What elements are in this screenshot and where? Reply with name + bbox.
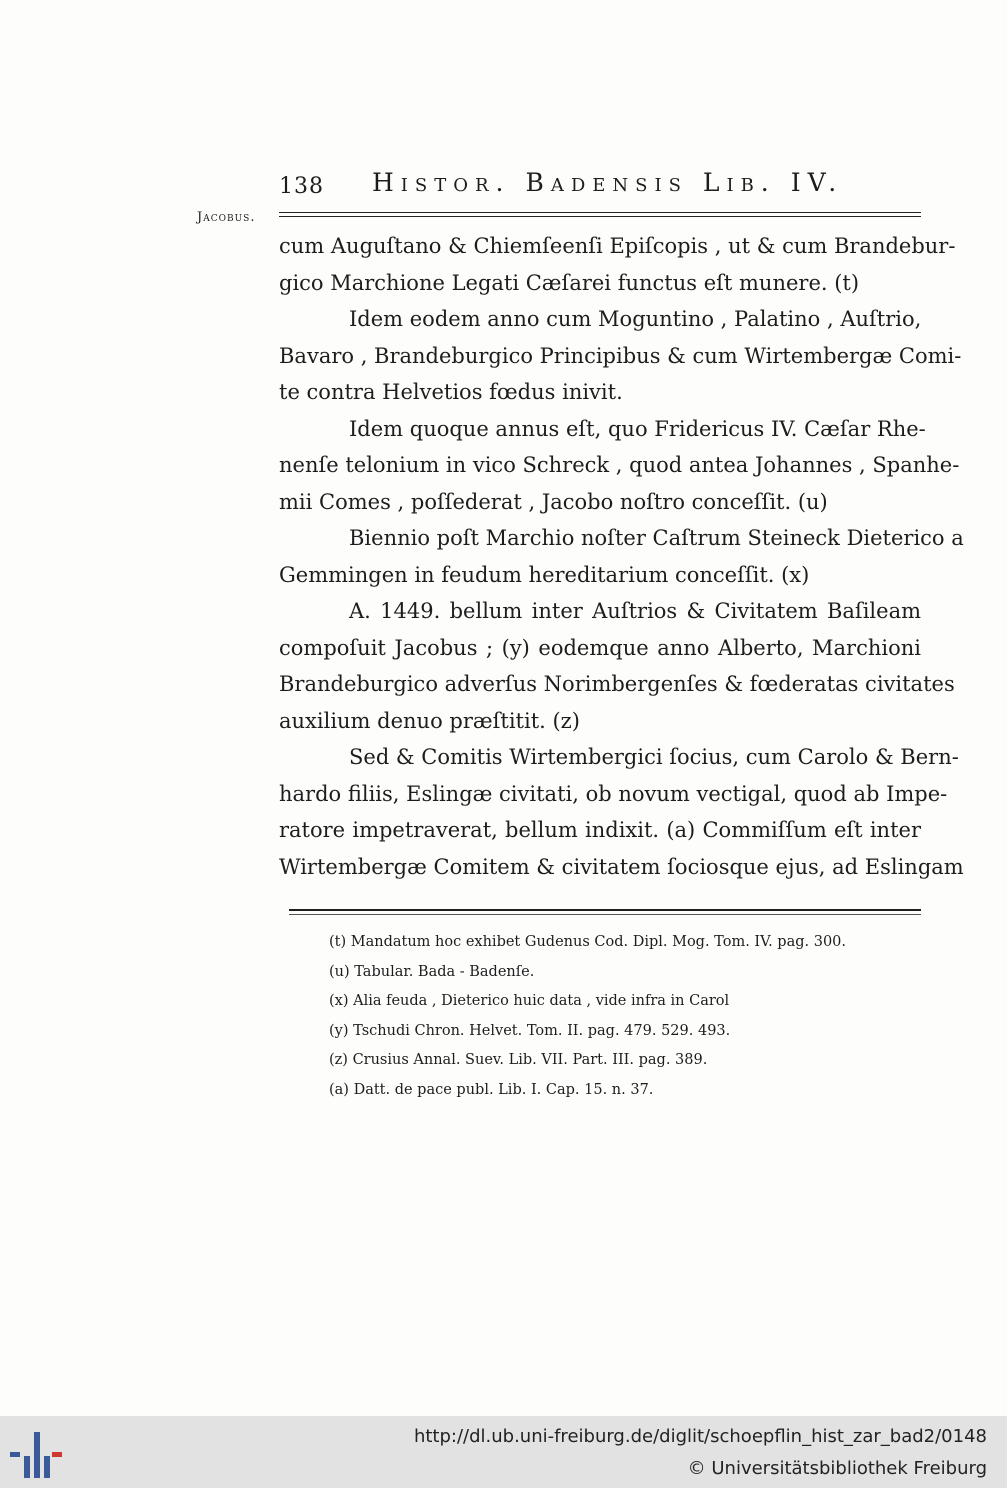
header-rule-bottom	[279, 216, 921, 217]
source-url-link[interactable]: http://dl.ub.uni-freiburg.de/diglit/schoepflin_hist_zar_bad2/0148	[413, 1426, 987, 1447]
text-line: A. 1449. bellum inter Auſtrios & Civitatem Baſileam	[349, 599, 921, 623]
body-text	[279, 228, 964, 885]
text-line: ratore impetraverat, bellum indixit. (a) Commiſſum eſt inter	[279, 818, 921, 842]
running-title: Histor. Badensis Lib. IV.	[372, 168, 844, 197]
ub-freiburg-logo-icon	[10, 1430, 64, 1480]
text-line: gico Marchione Legati Cæſarei functus eſt munere. (t)	[279, 270, 860, 295]
footnote: (u) Tabular. Bada - Badenſe.	[329, 963, 535, 980]
footnote: (y) Tschudi Chron. Helvet. Tom. II. pag. 479. 529. 493.	[329, 1022, 731, 1039]
text-line: Gemmingen in feudum hereditarium conceſſit. (x)	[279, 562, 810, 587]
text-line: compoſuit Jacobus ; (y) eodemque anno Alberto, Marchioni	[279, 635, 921, 660]
text-line: Idem eodem anno cum Moguntino , Palatino , Auſtrio,	[349, 307, 922, 331]
footer-bar	[0, 1416, 1007, 1488]
footnote-rule	[289, 909, 921, 911]
footnote: (a) Datt. de pace publ. Lib. I. Cap. 15. n. 37.	[329, 1081, 654, 1098]
text-line: Biennio poſt Marchio noſter Caſtrum Steineck Dieterico a	[349, 526, 964, 550]
text-line: mii Comes , poſſederat , Jacobo noſtro conceſſit. (u)	[279, 489, 828, 514]
text-line: auxilium denuo præſtitit. (z)	[279, 708, 580, 733]
text-line: Sed & Comitis Wirtembergici ſocius, cum Carolo & Bern-	[349, 745, 959, 769]
text-line: cum Auguſtano & Chiemſeenſi Epiſcopis , ut & cum Brandebur-	[279, 234, 956, 258]
footnote: (x) Alia feuda , Dieterico huic data , vide infra in Carol	[329, 993, 730, 1010]
text-line: Brandeburgico adverſus Norimbergenſes & fœderatas civitates	[279, 672, 955, 696]
text-line: hardo filiis, Eslingæ civitati, ob novum vectigal, quod ab Impe-	[279, 781, 948, 806]
text-line: te contra Helvetios fœdus inivit.	[279, 380, 623, 404]
copyright-text: © Universitätsbibliothek Freiburg	[687, 1458, 987, 1479]
margin-note: Jacobus.	[197, 210, 256, 225]
text-line: nenſe telonium in vico Schreck , quod antea Johannes , Spanhe-	[279, 453, 960, 477]
header-rule-top	[279, 212, 921, 213]
page-number: 138	[279, 174, 324, 199]
page-header	[277, 168, 922, 202]
footnote: (z) Crusius Annal. Suev. Lib. VII. Part. III. pag. 389.	[329, 1052, 708, 1069]
text-line: Idem quoque annus eſt, quo Fridericus IV. Cæſar Rhe-	[349, 416, 926, 441]
footnotes	[329, 928, 929, 1106]
text-line: Wirtembergæ Comitem & civitatem ſociosque ejus, ad Eslingam	[279, 854, 964, 879]
text-line: Bavaro , Brandeburgico Principibus & cum Wirtembergæ Comi-	[279, 343, 962, 368]
footnote-rule-thin	[289, 914, 921, 915]
footnote: (t) Mandatum hoc exhibet Gudenus Cod. Dipl. Mog. Tom. IV. pag. 300.	[329, 934, 847, 950]
